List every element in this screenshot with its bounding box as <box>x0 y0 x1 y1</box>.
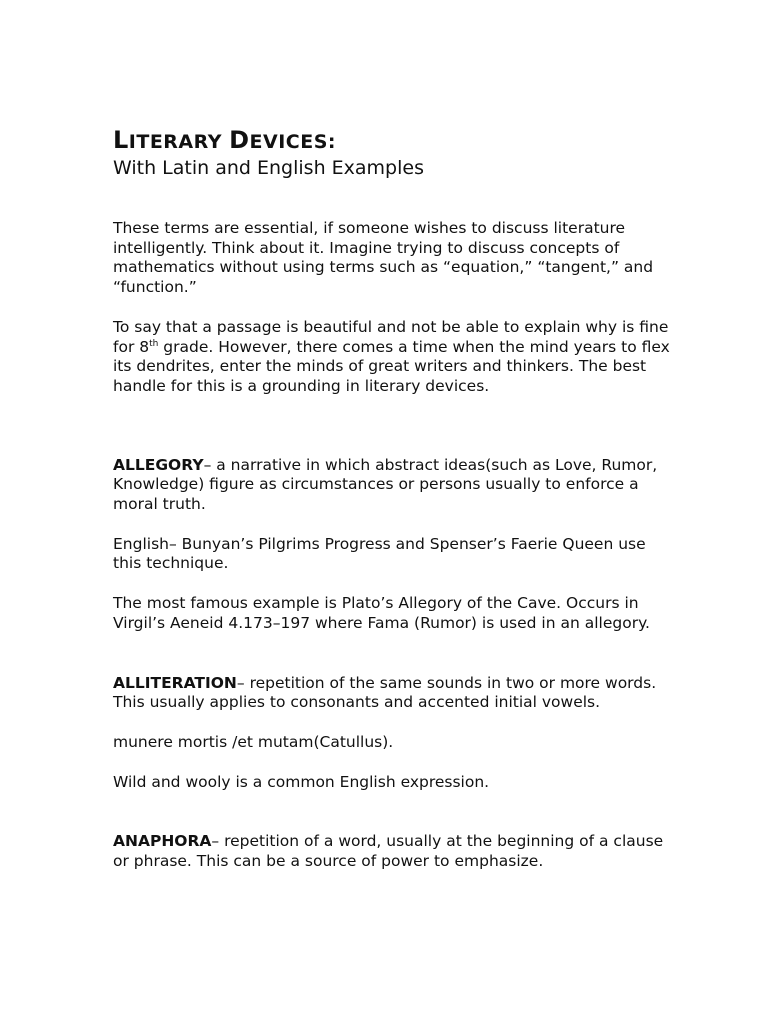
intro-paragraph-2 <box>113 318 673 397</box>
title-part-1: ITERARY <box>128 131 230 153</box>
term-allegory <box>113 456 673 515</box>
intro-p2-start: To say that a passage is beautiful and not be able to explain why is fine for 8 <box>113 317 669 356</box>
term-example: Wild and wooly is a common English expression. <box>113 772 490 791</box>
title-initial-d: D <box>229 126 250 154</box>
ordinal-superscript: th <box>149 338 159 349</box>
intro-p2-end: grade. However, there comes a time when the mind years to flex its dendrites, enter the minds of great writers and thinkers. The best handle for this is a grounding in literary devices. <box>113 337 670 395</box>
title-initial-l: L <box>113 126 129 154</box>
term-definition: – repetition of the same sounds in two or more words. This usually applies to consonants and accented initial vowels. <box>113 673 657 712</box>
term-definition: – a narrative in which abstract ideas(such as Love, Rumor, Knowledge) figure as circumstances or persons usually to enforce a moral truth. <box>113 455 658 514</box>
term-name: ALLEGORY <box>113 455 204 474</box>
term-name: ALLITERATION <box>113 673 237 692</box>
term-alliteration <box>113 674 673 713</box>
term-name: ANAPHORA <box>113 832 212 851</box>
term-definition: – repetition of a word, usually at the beginning of a clause or phrase. This can be a source of power to emphasize. <box>113 832 664 871</box>
term-example: munere mortis /et mutam(Catullus). <box>113 732 394 751</box>
page-subtitle: With Latin and English Examples <box>113 157 424 179</box>
intro-paragraph-1: These terms are essential, if someone wishes to discuss literature intelligently. Think about it. Imagine trying to discuss concepts of mathematics without using terms such as “equation,” “tangent,” and “function.” <box>113 219 654 297</box>
term-example: The most famous example is Plato’s Allegory of the Cave. Occurs in Virgil’s Aeneid 4.173–197 where Fama (Rumor) is used in an allegory. <box>113 594 650 632</box>
term-example: English– Bunyan’s Pilgrims Progress and Spenser’s Faerie Queen use this technique. <box>113 534 646 573</box>
document-page <box>113 128 673 872</box>
term-anaphora <box>113 832 673 871</box>
page-title <box>113 128 673 154</box>
title-part-2: EVICES: <box>249 131 336 153</box>
